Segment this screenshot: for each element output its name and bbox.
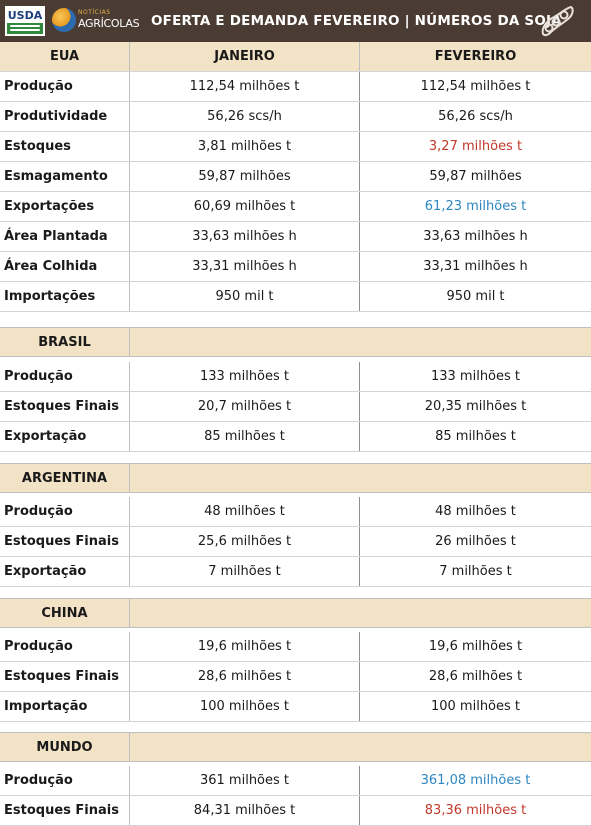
section-label-china: CHINA (0, 599, 130, 627)
section-label-brasil: BRASIL (0, 328, 130, 356)
value-janeiro: 85 milhões t (130, 422, 360, 451)
value-janeiro: 25,6 milhões t (130, 527, 360, 556)
soybean-pod-icon (538, 3, 576, 39)
table-row (0, 796, 591, 826)
row-label: Estoques (0, 132, 130, 161)
value-fevereiro: 59,87 milhões (429, 169, 522, 184)
column-header-janeiro: JANEIRO (130, 42, 360, 71)
section-header-brasil (0, 327, 591, 357)
section-header-china (0, 598, 591, 628)
value-janeiro: 56,26 scs/h (130, 102, 360, 131)
value-janeiro: 950 mil t (130, 282, 360, 311)
table-row (0, 222, 591, 252)
value-janeiro: 112,54 milhões t (130, 72, 360, 101)
row-label: Estoques Finais (0, 527, 130, 556)
value-fevereiro-decrease: 3,27 milhões t (428, 139, 523, 154)
value-janeiro: 48 milhões t (130, 497, 360, 526)
table-row (0, 72, 591, 102)
value-fevereiro: 26 milhões t (435, 534, 516, 549)
value-fevereiro: 133 milhões t (430, 369, 521, 384)
table-row (0, 422, 591, 452)
table-row (0, 362, 591, 392)
value-janeiro: 3,81 milhões t (130, 132, 360, 161)
value-fevereiro-increase: 61,23 milhões t (424, 199, 527, 214)
row-label: Área Plantada (0, 222, 130, 251)
value-fevereiro-decrease: 83,36 milhões t (424, 803, 527, 818)
value-fevereiro: 950 mil t (446, 289, 505, 304)
row-label: Estoques Finais (0, 662, 130, 691)
value-janeiro: 19,6 milhões t (130, 632, 360, 661)
section-label-mundo: MUNDO (0, 733, 130, 761)
value-fevereiro: 48 milhões t (435, 504, 516, 519)
table-row (0, 497, 591, 527)
table-row (0, 557, 591, 587)
usda-field-icon (7, 23, 43, 34)
column-header-fevereiro: FEVEREIRO (434, 49, 517, 64)
page-title: OFERTA E DEMANDA FEVEREIRO | NÚMEROS DA SOJA (151, 13, 562, 29)
noticias-agricolas-logo (52, 6, 140, 36)
value-janeiro: 33,31 milhões h (130, 252, 360, 281)
value-fevereiro: 33,63 milhões h (423, 229, 528, 244)
row-label: Exportação (0, 422, 130, 451)
value-fevereiro: 85 milhões t (435, 429, 516, 444)
table-header-row (0, 42, 591, 72)
table-row (0, 662, 591, 692)
value-janeiro: 133 milhões t (130, 362, 360, 391)
value-fevereiro: 100 milhões t (430, 699, 521, 714)
value-fevereiro: 33,31 milhões h (423, 259, 528, 274)
globe-icon (52, 8, 76, 32)
header-bar (0, 0, 591, 42)
row-label: Produtividade (0, 102, 130, 131)
value-janeiro: 33,63 milhões h (130, 222, 360, 251)
value-janeiro: 28,6 milhões t (130, 662, 360, 691)
section-label-argentina: ARGENTINA (0, 464, 130, 492)
row-label: Estoques Finais (0, 392, 130, 421)
row-label: Produção (0, 72, 130, 101)
row-label: Produção (0, 362, 130, 391)
value-fevereiro-increase: 361,08 milhões t (420, 773, 531, 788)
value-fevereiro: 56,26 scs/h (438, 109, 513, 124)
table-row (0, 132, 591, 162)
section-header-mundo (0, 732, 591, 762)
usda-logo-text: USDA (7, 9, 43, 22)
value-fevereiro: 112,54 milhões t (420, 79, 531, 94)
table-row (0, 632, 591, 662)
row-label: Produção (0, 766, 130, 795)
row-label: Área Colhida (0, 252, 130, 281)
table-row (0, 162, 591, 192)
value-fevereiro: 28,6 milhões t (428, 669, 523, 684)
row-label: Importações (0, 282, 130, 311)
value-janeiro: 361 milhões t (130, 766, 360, 795)
row-label: Exportação (0, 557, 130, 586)
table-row (0, 392, 591, 422)
table-row (0, 102, 591, 132)
value-janeiro: 84,31 milhões t (130, 796, 360, 825)
row-label: Importação (0, 692, 130, 721)
value-janeiro: 20,7 milhões t (130, 392, 360, 421)
section-header-argentina (0, 463, 591, 493)
value-fevereiro: 19,6 milhões t (428, 639, 523, 654)
value-fevereiro: 20,35 milhões t (424, 399, 527, 414)
row-label: Produção (0, 632, 130, 661)
row-label: Estoques Finais (0, 796, 130, 825)
table-row (0, 692, 591, 722)
value-janeiro: 7 milhões t (130, 557, 360, 586)
table-row (0, 192, 591, 222)
value-janeiro: 59,87 milhões (130, 162, 360, 191)
section-spacer (0, 313, 591, 326)
section-label-eua: EUA (0, 42, 130, 71)
value-janeiro: 100 milhões t (130, 692, 360, 721)
value-fevereiro: 7 milhões t (439, 564, 512, 579)
table-row (0, 527, 591, 557)
table-row (0, 282, 591, 312)
row-label: Exportações (0, 192, 130, 221)
logo-big-text: AGRÍCOLAS (78, 17, 140, 30)
row-label: Produção (0, 497, 130, 526)
table-row (0, 766, 591, 796)
logo-small-text: NOTÍCIAS (78, 9, 111, 16)
row-label: Esmagamento (0, 162, 130, 191)
value-janeiro: 60,69 milhões t (130, 192, 360, 221)
table-row (0, 252, 591, 282)
usda-logo (5, 6, 45, 36)
